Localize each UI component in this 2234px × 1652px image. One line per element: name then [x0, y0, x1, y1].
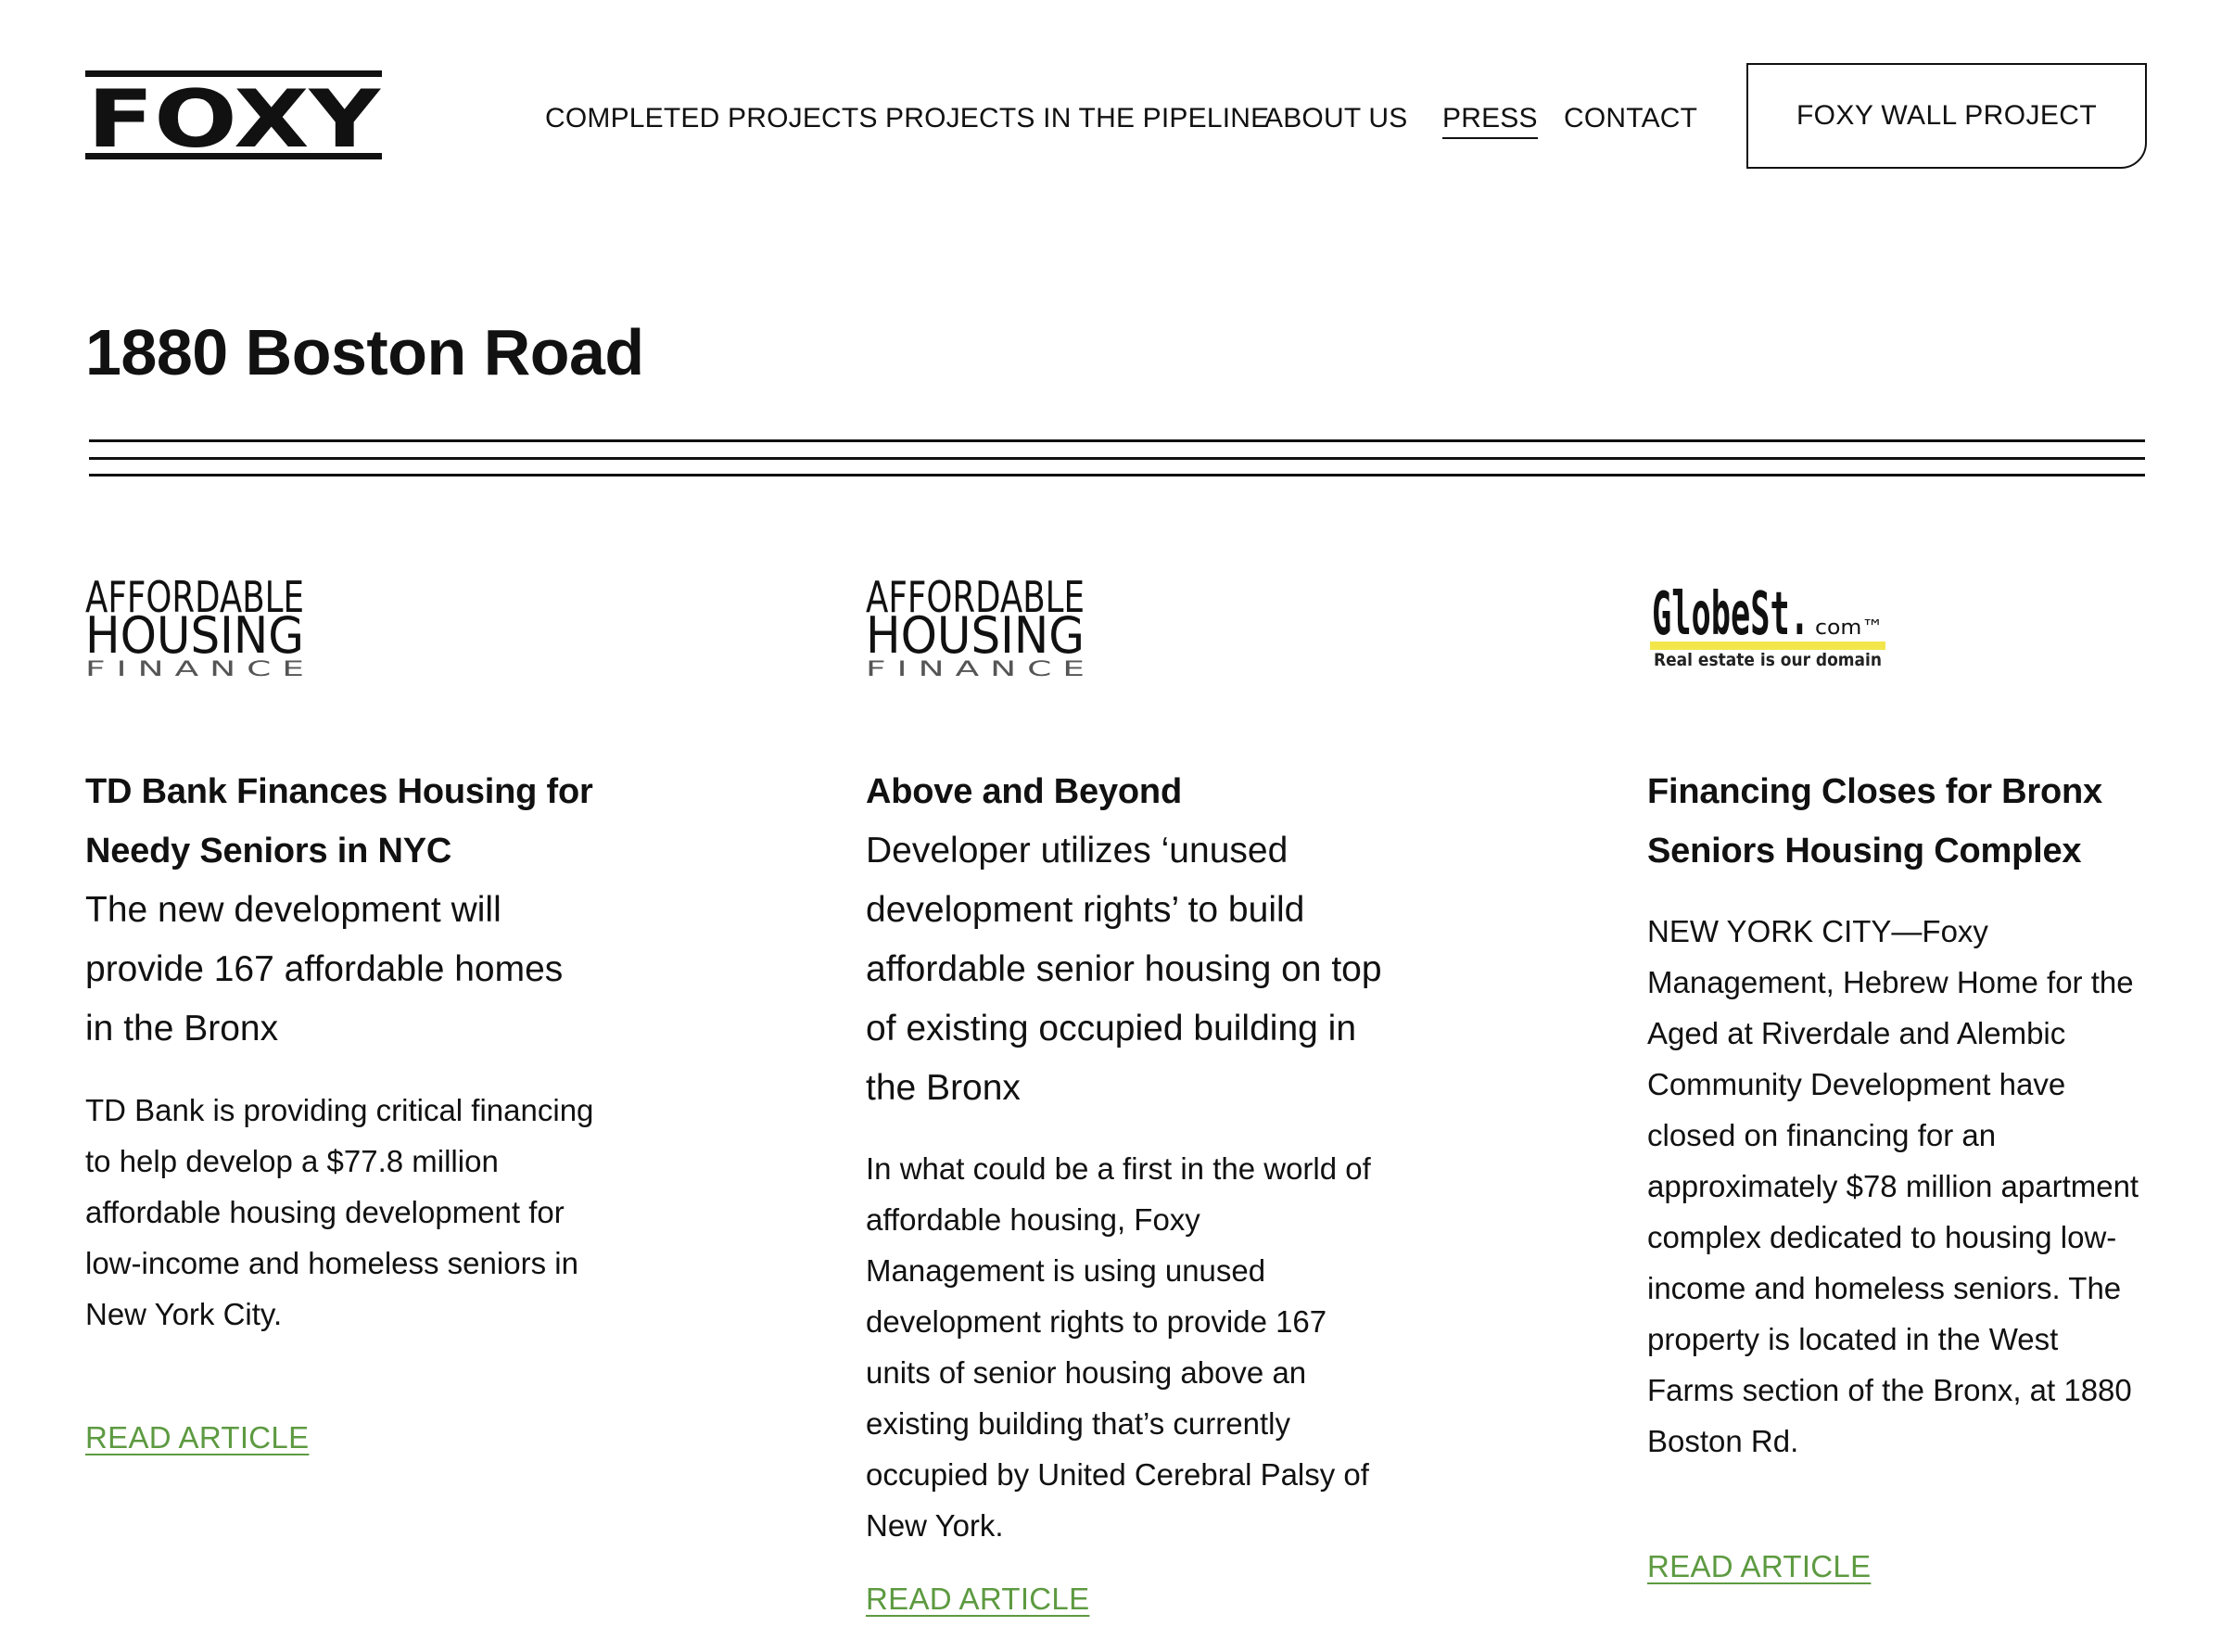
article-title: Financing Closes for Bronx Seniors Housing Complex [1647, 772, 2102, 870]
foxy-logo[interactable] [85, 70, 382, 163]
article-title: Above and Beyond [866, 772, 1182, 811]
read-article-link-2[interactable]: READ ARTICLE [866, 1582, 1090, 1616]
globest-wordmark: GlobeSt. [1652, 580, 1809, 649]
logo-line-finance: F I N A N C E [85, 658, 304, 677]
article-body: TD Bank is providing critical financing to help develop a $77.8 million affordable housing development for low-income and homeless seniors in New York City. [85, 1093, 594, 1331]
logo-line-finance: F I N A N C E [866, 658, 1085, 677]
article-subtitle: The new development will provide 167 affordable homes in the Bronx [85, 890, 564, 1048]
logo-line-affordable: AFFORDABLE [85, 572, 304, 622]
logo-line-housing: HOUSING [85, 606, 304, 665]
article-body: In what could be a first in the world of affordable housing, Foxy Management is using unused development rights to provide 167 units of senior housing above an existing building that’s currently occupied by United Cerebral Palsy of New York. [866, 1151, 1371, 1543]
logo-line-housing: HOUSING [866, 606, 1085, 665]
nav-contact[interactable]: CONTACT [1564, 103, 1698, 133]
article-body: NEW YORK CITY—Foxy Management, Hebrew Home for the Aged at Riverdale and Alembic Community Development have closed on financing for an approximately $78 million apartment complex dedicated to housing low-income and homeless seniors. The property is located in the West Farms section of the Bronx, at 1880 Boston Rd. [1647, 914, 2139, 1458]
nav-completed-projects[interactable]: COMPLETED PROJECTS [545, 103, 878, 133]
read-article-link-3[interactable]: READ ARTICLE [1647, 1549, 1872, 1583]
page-title: 1880 Boston Road [85, 316, 644, 388]
globest-com: com™ [1815, 616, 1884, 640]
nav-about-us[interactable]: ABOUT US [1264, 103, 1408, 133]
logo-line-affordable: AFFORDABLE [866, 572, 1085, 622]
logo-wordmark: FOXY [87, 73, 382, 163]
affordable-housing-finance-logo [85, 569, 308, 681]
globest-tagline: Real estate is our domain [1654, 650, 1882, 667]
foxy-wordmark-logo [85, 70, 382, 163]
read-article-link-1[interactable]: READ ARTICLE [85, 1420, 310, 1455]
foxy-wall-project-button[interactable]: FOXY WALL PROJECT [1746, 63, 2147, 169]
globest-logo [1650, 575, 1891, 672]
article-subtitle: Developer utilizes ‘unused development rights’ to build affordable senior housing on top of existing occupied building in the Bronx [866, 831, 1382, 1108]
nav-press[interactable]: PRESS [1442, 102, 1538, 139]
nav-projects-pipeline[interactable]: PROJECTS IN THE PIPELINE [885, 103, 1270, 133]
affordable-housing-finance-logo [866, 569, 1088, 681]
article-title: TD Bank Finances Housing for Needy Seniors in NYC [85, 772, 593, 870]
